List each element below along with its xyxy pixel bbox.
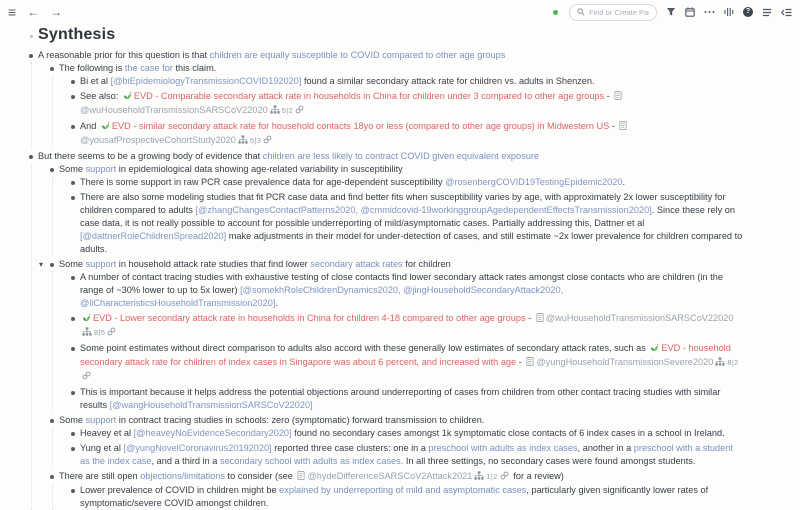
block-text[interactable] (80, 442, 745, 468)
outline-row (71, 342, 745, 384)
child-blocks (52, 271, 745, 412)
list-item (29, 150, 745, 510)
list-item (50, 414, 745, 468)
block-text[interactable] (80, 427, 745, 440)
title-caret-dot[interactable] (30, 35, 33, 38)
citation-link[interactable]: [@wangHouseholdTransmissionSARSCoV22020] (109, 400, 313, 410)
hamburger-menu-icon[interactable]: ≡ (8, 4, 17, 20)
block-text[interactable] (80, 386, 745, 412)
bullet[interactable] (71, 181, 75, 185)
page-link[interactable]: children are less likely to contract COVID given equivalent exposure (262, 151, 540, 161)
page-link[interactable]: children are equally susceptible to COVID compared to other age groups (209, 50, 506, 60)
text: This is important because it helps address the potential objections around underreporting of cases from children from other contact tracing studies with similar results (80, 387, 721, 410)
list-item (50, 470, 745, 510)
ref-count: 8|2 (727, 358, 739, 367)
child-blocks (52, 176, 745, 256)
text: There are also some modeling studies that fit PCR case data and find better fits when susceptibility varies by age, with approximately 2x lower susceptibility for children compared to adults (80, 192, 726, 215)
sitemap-icon (715, 357, 725, 370)
document-icon (619, 121, 627, 134)
outline-row (39, 258, 745, 271)
ref-count: 8|5 (94, 328, 106, 337)
list-item (71, 191, 745, 256)
text: Some (59, 164, 86, 174)
text: in epidemiological data showing age-related variability in susceptibility (116, 164, 403, 174)
list-item (50, 163, 745, 256)
bullet[interactable] (29, 155, 33, 159)
text: , and a third in a (151, 456, 220, 466)
outline-row (71, 90, 745, 118)
page-link[interactable]: preschool with adults as index cases (428, 443, 578, 453)
list-item (39, 258, 745, 412)
evidence-link[interactable]: EVD - Comparable secondary attack rate in households in China for children under 3 compared to other age groups (133, 91, 605, 101)
bullet[interactable] (71, 317, 75, 321)
block-text[interactable] (80, 176, 745, 189)
list-item (50, 62, 745, 148)
source-citation[interactable]: @wuHouseholdTransmissionSARSCoV22020 (80, 105, 268, 115)
text: See also: (80, 91, 121, 101)
child-blocks (31, 62, 745, 148)
evidence-link[interactable]: EVD - Lower secondary attack rate in households in China for children 4-18 compared to other age groups (93, 313, 526, 323)
child-blocks (31, 163, 745, 510)
page-link[interactable]: support (85, 259, 117, 269)
search-icon (577, 8, 585, 16)
text: Some (59, 259, 86, 269)
document-icon (614, 91, 622, 104)
chain-link-icon[interactable] (295, 105, 304, 118)
ref-count: 5|2 (281, 106, 294, 115)
text: . (275, 298, 278, 308)
list-item (71, 342, 745, 384)
sprout-icon (82, 313, 91, 326)
bullet[interactable] (71, 391, 75, 395)
outline-row (29, 49, 745, 62)
search-box[interactable] (569, 4, 657, 21)
source-citation[interactable]: @hydeDifferenceSARSCoV2Attack2021 (307, 471, 473, 481)
outline (29, 49, 745, 510)
bullet[interactable] (71, 125, 75, 129)
child-blocks (52, 75, 745, 148)
block-text[interactable] (80, 120, 745, 148)
list-item (71, 386, 745, 412)
list-item (71, 427, 745, 440)
outline-row (71, 312, 745, 340)
citation-link[interactable]: [@somekhRoleChildrenDynamics2020, @jingHouseholdSecondaryAttack2020, @liCharacteristicsHouseholdTransmission2020] (80, 285, 564, 308)
text: A number of contact tracing studies with exhaustive testing of close contacts find lower secondary attack rates amongst close contacts who are children (in the range of ~30% lower to up to 5x lower) (80, 272, 723, 295)
page-link[interactable]: preschool with a student as the index case (80, 443, 733, 466)
list-item (71, 442, 745, 468)
list-item (71, 271, 745, 310)
text: , particularly given significantly lower rates of symptomatic/severe COVID amongst children. (80, 485, 709, 508)
bullet[interactable] (71, 432, 75, 436)
source-citation[interactable]: @yousafProspectiveCohortStudy2020 (80, 135, 236, 145)
bullet[interactable] (71, 447, 75, 451)
text: in contract tracing studies in schools: zero (symptomatic) forward transmission to children. (116, 415, 485, 425)
sprout-icon (123, 91, 132, 104)
search-input[interactable] (589, 8, 649, 17)
text: this claim. (172, 63, 217, 73)
page-link[interactable]: support (85, 164, 117, 174)
calendar-icon[interactable] (685, 7, 695, 17)
list-item (71, 312, 745, 340)
source-citation[interactable]: @wuHouseholdTransmissionSARSCoV22020 (545, 313, 734, 323)
text: There are still open (59, 471, 141, 481)
text: There is some support in raw PCR case prevalence data for age-dependent susceptibility (80, 177, 446, 187)
text: - (525, 313, 534, 323)
outline-row (71, 271, 745, 310)
outline-row (71, 176, 745, 189)
help-icon[interactable]: ? (743, 7, 753, 17)
citation-link[interactable]: [@yungNovelCoronavirus20192020] (123, 443, 272, 453)
text: found a similar secondary attack rate for children vs. adults in Shenzen. (301, 76, 595, 86)
block-text[interactable] (59, 258, 745, 271)
text: , another in a (577, 443, 634, 453)
document-icon (297, 471, 305, 484)
text: . Since these rely on case data, it is not really possible to account for possible underreporting of mild/asymptomatic cases. Partially addressing this, Dattner et al (80, 205, 736, 228)
bullet[interactable] (71, 347, 75, 351)
block-text[interactable] (80, 484, 745, 510)
citation-link[interactable]: [@zhangChangesContactPatterns2020, @cmmidcovid-19workinggroupAgedependentEffectsTransmission2020] (195, 205, 652, 215)
block-text[interactable] (80, 312, 745, 340)
outline-row (71, 484, 745, 510)
sprout-icon (650, 343, 659, 356)
block-text[interactable] (38, 150, 745, 163)
chain-link-icon[interactable] (107, 327, 116, 340)
sprout-icon (101, 121, 110, 134)
page-title: Synthesis (38, 26, 116, 43)
text: Lower prevalence of COVID in children might be (80, 485, 280, 495)
ref-count: 1|2 (486, 472, 498, 481)
citation-link[interactable]: [@dattnerRoleChildrenSpread2020] (80, 231, 227, 241)
page-link[interactable]: explained by underreporting of mild and asymptomatic cases (279, 485, 527, 495)
outline-row (50, 414, 745, 427)
text-lines-icon[interactable] (762, 8, 772, 17)
page-link[interactable]: support (85, 415, 117, 425)
page-link[interactable]: the case for (124, 63, 173, 73)
text: A reasonable prior for this question is that (38, 50, 210, 60)
document-icon (526, 357, 534, 370)
open-sidebar-icon[interactable] (781, 8, 792, 17)
nav-back-icon[interactable]: ← (27, 5, 40, 19)
list-item (71, 75, 745, 88)
block-text[interactable] (59, 414, 745, 427)
text: in household attack rate studies that find lower (116, 259, 311, 269)
citation-link[interactable]: [@heaveyNoEvidenceSecondary2020] (133, 428, 292, 438)
page-link[interactable]: objections/limitations (140, 471, 225, 481)
list-item (29, 49, 745, 148)
filter-icon[interactable] (666, 7, 676, 17)
shortcuts-bars-icon[interactable] (724, 7, 734, 17)
chain-link-icon[interactable] (82, 371, 91, 384)
text: for children (402, 259, 451, 269)
text: In all three settings, no secondary cases were found amongst students. (403, 456, 696, 466)
sitemap-icon (474, 471, 484, 484)
collapse-caret-icon[interactable]: ▾ (39, 260, 44, 269)
outline-row (71, 442, 745, 468)
block-text[interactable] (38, 49, 745, 62)
sitemap-icon (82, 327, 92, 340)
bullet[interactable] (50, 419, 54, 423)
bullet[interactable] (71, 95, 75, 99)
outline-row (71, 120, 745, 148)
text: And (80, 121, 99, 131)
evidence-link[interactable]: EVD - similar secondary attack rate for household contacts 18yo or less (compared to other age groups) in Midwestern US (111, 121, 610, 131)
more-options-icon[interactable] (704, 7, 715, 17)
text: - (604, 91, 613, 101)
list-item (71, 90, 745, 118)
bullet[interactable] (71, 276, 75, 280)
top-bar (0, 0, 800, 24)
list-item (71, 484, 745, 510)
page-link[interactable]: secondary school with adults as index cases. (219, 456, 404, 466)
bullet[interactable] (29, 54, 33, 58)
block-text[interactable] (59, 470, 745, 484)
bullet[interactable] (71, 489, 75, 493)
list-item (71, 120, 745, 148)
text: to consider (see (224, 471, 296, 481)
block-text[interactable] (59, 62, 745, 75)
text: Bi et al (80, 76, 111, 86)
block-text[interactable] (80, 90, 745, 118)
text: But there seems to be a growing body of evidence that (38, 151, 263, 161)
outline-row (50, 470, 745, 484)
document-icon (536, 313, 544, 326)
text: Yung et al (80, 443, 124, 453)
bullet[interactable] (50, 263, 54, 267)
chain-link-icon[interactable] (500, 471, 509, 484)
text: reported three case clusters: one in a (271, 443, 429, 453)
text: found no secondary cases amongst 1k symptomatic close contacts of 6 index cases in a school in Ireland. (291, 428, 725, 438)
outline-row (50, 163, 745, 176)
outline-row (71, 191, 745, 256)
block-text[interactable] (80, 191, 745, 256)
bullet[interactable] (50, 168, 54, 172)
outline-row (50, 62, 745, 75)
text: Heavey et al (80, 428, 134, 438)
nav-forward-icon[interactable]: → (50, 5, 63, 19)
ref-count: 5|3 (249, 136, 262, 145)
bullet[interactable] (50, 67, 54, 71)
text: Some point estimates without direct comparison to adults also accord with these generally low estimates of secondary attack rates, such as (80, 343, 649, 353)
text: The following is (59, 63, 125, 73)
evidence-link[interactable]: EVD - household secondary attack rate for children of index cases in Singapore was about 6 percent, and increased with age (80, 343, 731, 367)
text: Some (59, 415, 86, 425)
sync-status-dot (553, 10, 558, 15)
bullet[interactable] (71, 196, 75, 200)
text: for a review) (510, 471, 564, 481)
outline-row (29, 150, 745, 163)
page-link[interactable]: secondary attack rates (310, 259, 403, 269)
block-text[interactable] (80, 271, 745, 310)
text: . (622, 177, 626, 187)
bullet[interactable] (71, 80, 75, 84)
citation-link[interactable]: [@biEpidemiologyTransmissionCOVID192020] (110, 76, 302, 86)
text: make adjustments in their model for under-detection of cases, and still estimate ~2x lower prevalence for children compared to adults. (80, 231, 743, 254)
source-citation[interactable]: @yungHouseholdTransmissionSevere2020 (536, 357, 714, 367)
list-item (71, 176, 745, 189)
block-text[interactable] (59, 163, 745, 176)
child-blocks (52, 427, 745, 468)
block-text[interactable] (80, 342, 745, 384)
outline-row (71, 386, 745, 412)
outline-row (71, 427, 745, 440)
chain-link-icon[interactable] (263, 135, 272, 148)
block-text[interactable] (80, 75, 745, 88)
sitemap-icon (238, 135, 248, 148)
citation-link[interactable]: @rosenbergCOVID19TestingEpidemic2020 (445, 177, 623, 187)
sitemap-icon (270, 105, 280, 118)
outline-row (71, 75, 745, 88)
bullet[interactable] (50, 475, 54, 479)
text: - (516, 357, 525, 367)
text: - (609, 121, 618, 131)
child-blocks (52, 484, 745, 510)
